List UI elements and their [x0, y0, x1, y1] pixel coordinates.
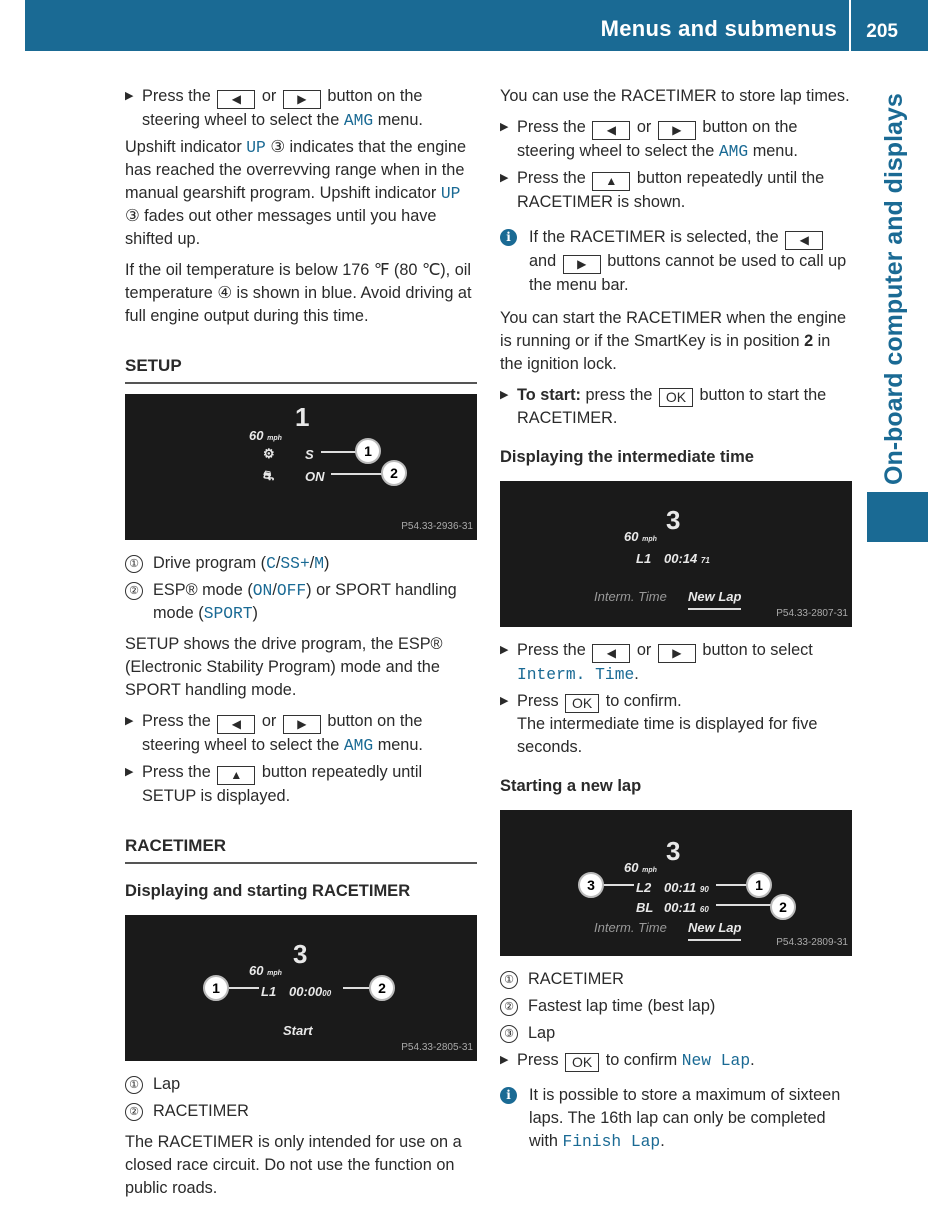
left-arrow-button-icon: ◀ — [217, 90, 255, 109]
ok-button-icon: OK — [565, 694, 599, 713]
info-note: i It is possible to store a maximum of sixteen laps. The 16th lap can only be completed with Finish Lap. — [500, 1084, 852, 1153]
section-title: Menus and submenus — [600, 16, 837, 41]
header-divider — [849, 0, 851, 51]
subheading-start-racetimer: Displaying and starting RACETIMER — [125, 882, 411, 900]
racetimer-intro: You can use the RACETIMER to store lap times. — [500, 87, 850, 105]
info-icon: i — [500, 1087, 517, 1104]
left-arrow-button-icon: ◀ — [217, 715, 255, 734]
instruction-show-racetimer: ▶ Press the ▲ button repeatedly until the RACETIMER is shown. — [500, 167, 852, 214]
subheading-new-lap: Starting a new lap — [500, 777, 642, 795]
chapter-tab — [867, 492, 928, 542]
legend-item: ② Fastest lap time (best lap) — [500, 995, 852, 1018]
info-note: i If the RACETIMER is selected, the ◀ and ▶ buttons cannot be used to call up the menu bar. — [500, 226, 852, 297]
left-column — [125, 85, 477, 1208]
right-arrow-button-icon: ▶ — [283, 715, 321, 734]
intermediate-time-image: 60 mph 3 L1 00:14 71 Interm. Time New Lap P54.33-2807-31 — [500, 481, 852, 627]
racetimer-warning: The RACETIMER is only intended for use on a closed race circuit. Do not use the function on public roads. — [125, 1133, 462, 1197]
oil-temperature-paragraph: If the oil temperature is below 176 ℉ (80 ℃), oil temperature ④ is shown in blue. Avoid driving at full engine output during this time. — [125, 261, 472, 325]
racetimer-start-conditions: You can start the RACETIMER when the engine is running or if the SmartKey is in position 2 in the ignition lock. — [500, 309, 847, 373]
info-icon: i — [500, 229, 517, 246]
racetimer-heading: RACETIMER — [125, 834, 477, 864]
instruction-select-amg: ▶ Press the ◀ or ▶ button on the steering wheel to select the AMG menu. — [500, 116, 852, 163]
page-number: 205 — [866, 21, 898, 42]
ok-button-icon: OK — [565, 1053, 599, 1072]
instruction-start: ▶ To start: press the OK button to start the RACETIMER. — [500, 384, 852, 430]
upshift-paragraph: Upshift indicator UP ③ indicates that the engine has reached the overrevving range when in the manual gearshift program. Upshift indicator UP ③ fades out other messages until you have shifted up. — [125, 138, 467, 248]
right-column — [500, 85, 852, 1163]
new-lap-image: 60 mph 3 3 L2 00:11 90 1 BL 00:11 60 2 Interm. Time New Lap P54.33-2809-31 — [500, 810, 852, 956]
left-arrow-button-icon: ◀ — [785, 231, 823, 250]
subheading-intermediate-time: Displaying the intermediate time — [500, 448, 754, 466]
instruction-confirm: ▶ Press OK to confirm. The intermediate time is displayed for five seconds. — [500, 690, 852, 759]
right-arrow-button-icon: ▶ — [658, 644, 696, 663]
setup-description: SETUP shows the drive program, the ESP® (Electronic Stability Program) mode and the SPORT handling mode. — [125, 635, 443, 699]
right-arrow-button-icon: ▶ — [658, 121, 696, 140]
right-arrow-button-icon: ▶ — [283, 90, 321, 109]
up-arrow-button-icon: ▲ — [217, 766, 255, 785]
instruction-select-intermediate: ▶ Press the ◀ or ▶ button to select Interm. Time. — [500, 639, 852, 686]
racetimer-start-image: 60 mph 3 1 L1 00:0000 2 Start P54.33-2805-31 — [125, 915, 477, 1061]
ok-button-icon: OK — [659, 388, 693, 407]
legend-item: ① Drive program (C/SS+/M) — [125, 552, 477, 575]
setup-heading: SETUP — [125, 354, 477, 384]
legend-item: ① RACETIMER — [500, 968, 852, 991]
instruction-select-amg: ▶ Press the ◀ or ▶ button on the steering wheel to select the AMG menu. — [125, 85, 477, 132]
instruction-select-amg: ▶ Press the ◀ or ▶ button on the steering wheel to select the AMG menu. — [125, 710, 477, 757]
up-arrow-button-icon: ▲ — [592, 172, 630, 191]
legend-item: ① Lap — [125, 1073, 477, 1096]
legend-item: ② RACETIMER — [125, 1100, 477, 1123]
page-header — [25, 0, 928, 51]
right-arrow-button-icon: ▶ — [563, 255, 601, 274]
drive-program-icon: ⚙ — [263, 446, 275, 461]
left-arrow-button-icon: ◀ — [592, 121, 630, 140]
esp-icon: ⛐ — [263, 468, 275, 483]
instruction-show-setup: ▶ Press the ▲ button repeatedly until SETUP is displayed. — [125, 761, 477, 808]
chapter-title: On-board computer and displays — [880, 93, 908, 485]
legend-item: ③ Lap — [500, 1022, 852, 1045]
instruction-new-lap: ▶ Press OK to confirm New Lap. — [500, 1049, 852, 1072]
left-arrow-button-icon: ◀ — [592, 644, 630, 663]
legend-item: ② ESP® mode (ON/OFF) or SPORT handling mode (SPORT) — [125, 579, 477, 625]
setup-display-image: 60 mph 1 ⚙ S 1 ⛐ ON 2 P54.33-2936-31 — [125, 394, 477, 540]
